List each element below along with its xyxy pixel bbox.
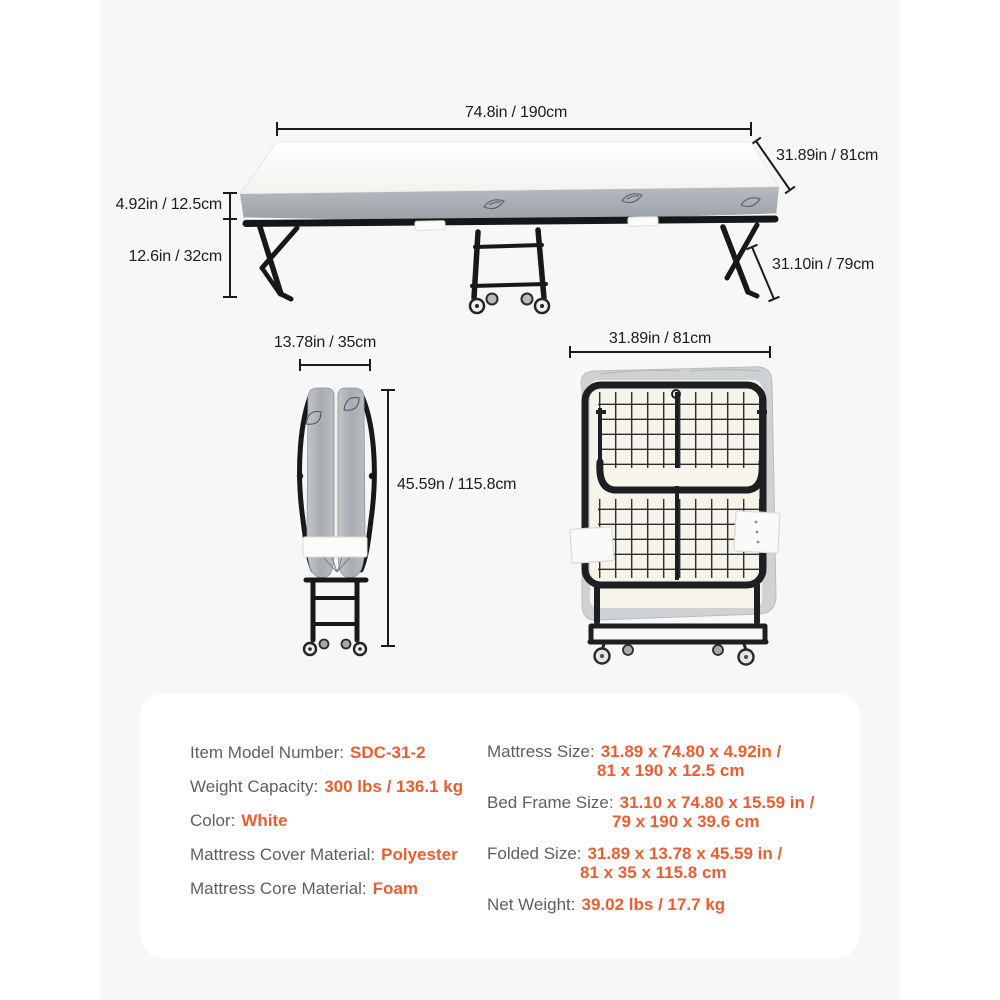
center-stand-rear-casters [487, 294, 533, 305]
spec-color [190, 811, 463, 829]
spec-value: 300 lbs / 136.1 kg [324, 777, 464, 796]
spec-weight-capacity [190, 777, 463, 795]
spec-folded-size [487, 845, 814, 881]
bed-frame-rail [246, 219, 775, 224]
dim-line-length [277, 122, 751, 136]
spec-label: Bed Frame Size: [487, 793, 614, 812]
spec-value: 31.10 x 74.80 x 15.59 in / [619, 793, 815, 812]
spec-value: White [241, 811, 288, 830]
spec-value: Polyester [381, 845, 458, 864]
dim-label-depth: 31.89in / 81cm [776, 147, 879, 164]
mattress-top-face [240, 142, 779, 194]
specs-panel [140, 693, 860, 958]
spec-mattress-core-material [190, 879, 463, 897]
spec-mattress-cover-material [190, 845, 463, 863]
folded-bed-front-illustration [570, 346, 780, 665]
spec-value: 39.02 lbs / 17.7 kg [581, 895, 726, 914]
dim-label-mattress-thickness: 4.92in / 12.5cm [115, 196, 222, 213]
left-hinge-knob [297, 473, 303, 479]
left-folding-legs [260, 227, 297, 299]
dim-line-left-vertical [223, 193, 237, 297]
spec-value-line2: 81 x 190 x 12.5 cm [597, 761, 745, 780]
middle-mattress-roll [600, 468, 764, 486]
open-bed-illustration [223, 122, 795, 313]
spec-value: Foam [372, 879, 419, 898]
spec-label: Weight Capacity: [190, 777, 319, 796]
dim-label-leg-spread: 31.10in / 79cm [772, 256, 875, 273]
spec-label: Item Model Number: [190, 743, 344, 762]
specs-column-left [190, 743, 463, 913]
spec-label: Mattress Size: [487, 742, 595, 761]
dim-line-folded-depth [300, 359, 370, 371]
spec-net-weight [487, 896, 814, 915]
spec-value: SDC-31-2 [350, 743, 426, 762]
folded-side-rear-casters [320, 640, 351, 649]
specs-column-right [487, 743, 814, 930]
spec-bed-frame-size [487, 794, 814, 830]
mesh-upper [598, 392, 764, 478]
spec-mattress-size [487, 743, 814, 779]
dim-label-under-frame-height: 12.6in / 32cm [128, 248, 222, 265]
right-folding-legs [723, 225, 757, 296]
dim-line-folded-height [381, 390, 395, 646]
center-stand-casters [470, 298, 549, 313]
spec-item-model-number [190, 743, 463, 761]
dim-label-folded-width: 31.89in / 81cm [608, 330, 712, 347]
spec-label: Mattress Core Material: [190, 879, 367, 898]
spec-label: Color: [190, 811, 236, 830]
spec-value: 31.89 x 13.78 x 45.59 in / [587, 844, 783, 863]
folded-side-cart [306, 580, 366, 640]
spec-label: Folded Size: [487, 844, 582, 863]
spec-label: Net Weight: [487, 895, 576, 914]
right-hinge-knob [369, 473, 375, 479]
folded-front-casters [595, 644, 754, 665]
center-stand [472, 230, 546, 298]
spec-label: Mattress Cover Material: [190, 845, 376, 864]
folded-side-front-casters [304, 640, 366, 655]
folded-strap [303, 537, 367, 557]
spec-value: 31.89 x 74.80 x 4.92in / [600, 742, 782, 761]
dim-label-folded-height: 45.59n / 115.8cm [397, 476, 517, 493]
spec-value-line2: 79 x 190 x 39.6 cm [612, 812, 760, 831]
folded-front-rear-casters [623, 645, 723, 655]
dim-label-length: 74.8in / 190cm [464, 104, 568, 121]
spec-value-line2: 81 x 35 x 115.8 cm [580, 863, 727, 882]
dim-label-folded-depth: 13.78in / 35cm [273, 334, 377, 351]
folded-bed-side-illustration [297, 359, 395, 655]
